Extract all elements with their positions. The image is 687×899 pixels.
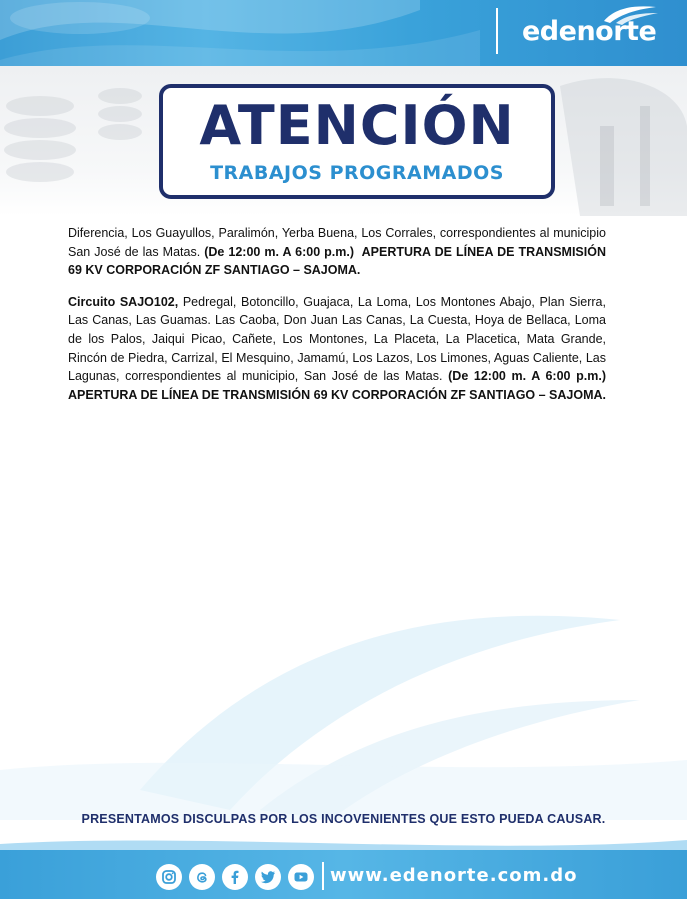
edenorte-logo[interactable]: edenorte bbox=[522, 16, 657, 47]
notice-content bbox=[68, 224, 613, 417]
footer-divider bbox=[322, 862, 324, 890]
header-divider bbox=[496, 8, 498, 54]
attention-subtitle: TRABAJOS PROGRAMADOS bbox=[210, 162, 504, 184]
twitter-icon[interactable] bbox=[255, 864, 281, 890]
notice-schedule: (De 12:00 m. A 6:00 p.m.) bbox=[448, 369, 606, 384]
facebook-icon[interactable] bbox=[222, 864, 248, 890]
notice-areas: Diferencia, Los Guayullos, Paralimón, Yerba Buena, Los Corrales, correspondientes al municipio San José de las Matas. bbox=[68, 226, 606, 259]
swoosh-watermark-decoration bbox=[0, 560, 687, 820]
youtube-icon[interactable] bbox=[288, 864, 314, 890]
attention-title: ATENCIÓN bbox=[199, 94, 515, 157]
footer-wave-decoration bbox=[0, 832, 687, 852]
instagram-icon[interactable] bbox=[156, 864, 182, 890]
header-swirl-decoration bbox=[0, 0, 500, 66]
notice-lead: Circuito SAJO102, bbox=[68, 294, 179, 309]
threads-icon[interactable] bbox=[189, 864, 215, 890]
notice-reason: APERTURA DE LÍNEA DE TRANSMISIÓN 69 KV CORPORACIÓN ZF SANTIAGO – SAJOMA. bbox=[68, 244, 610, 278]
notice-paragraph-2 bbox=[68, 293, 613, 405]
notice-schedule: (De 12:00 m. A 6:00 p.m.) bbox=[204, 244, 355, 259]
notice-paragraph-1 bbox=[68, 224, 610, 280]
apology-message: PRESENTAMOS DISCULPAS POR LOS INCOVENIENTES QUE ESTO PUEDA CAUSAR. bbox=[81, 812, 606, 826]
notice-reason: APERTURA DE LÍNEA DE TRANSMISIÓN 69 KV CORPORACIÓN ZF SANTIAGO – SAJOMA. bbox=[68, 369, 613, 402]
header-bar bbox=[0, 0, 687, 66]
notice-areas: Pedregal, Botoncillo, Guajaca, La Loma, Los Montones Abajo, Plan Sierra, Las Canas, Las Guamas. Las Caoba, Don Juan Las Canas, La Cuesta, Hoya de Bellaca, Loma de los Palos, Jaiqui Picao, Cañete, Los Montones, La Placeta, La Placetica, Mata Grande, Rincón de Piedra, Carrizal, El Mesquino, Jamamú, Los Lazos, Los Limones, Aguas Caliente, Las Lagunas, correspondientes al municipio, San José de las Matas. bbox=[68, 294, 606, 384]
website-link[interactable]: www.edenorte.com.do bbox=[330, 865, 578, 886]
attention-banner bbox=[159, 84, 555, 199]
footer-bar bbox=[0, 850, 687, 899]
social-icons bbox=[156, 864, 314, 890]
